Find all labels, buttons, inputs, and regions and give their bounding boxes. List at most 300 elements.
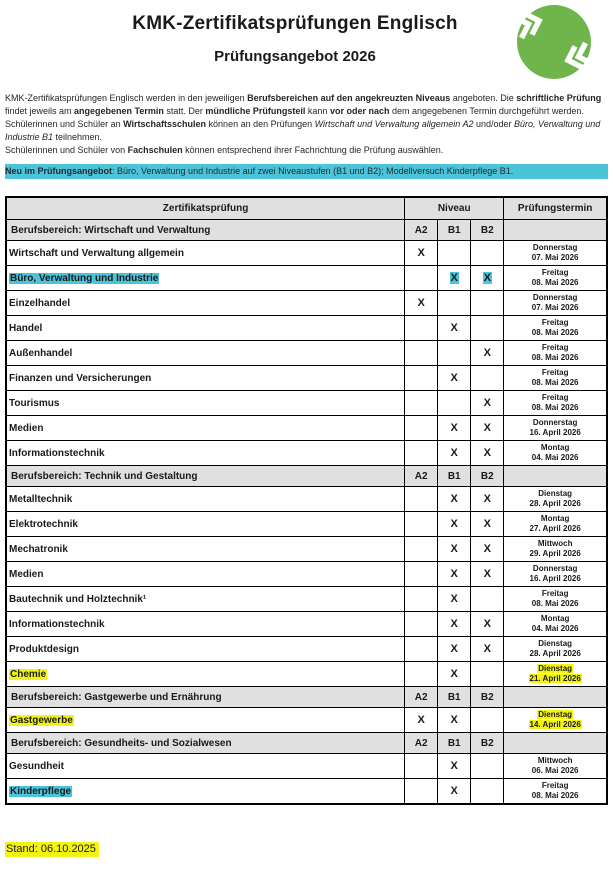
x-mark: X — [450, 714, 458, 726]
exam-date: 08. Mai 2026 — [531, 278, 579, 287]
exam-label-text: Kinderpflege — [10, 785, 72, 797]
stand-date: Stand: 06.10.2025 — [5, 842, 99, 857]
niveau-mark-a2 — [405, 637, 438, 662]
exam-date-line — [506, 524, 604, 534]
exam-label-text: Tourismus — [9, 397, 60, 409]
exam-date: 08. Mai 2026 — [531, 403, 579, 412]
niveau-mark-a2 — [405, 341, 438, 366]
niveau-mark-b1 — [438, 266, 471, 291]
niveau-mark-b2 — [471, 637, 504, 662]
table-row — [6, 487, 607, 512]
niveau-mark-b1 — [438, 779, 471, 805]
niveau-column-label-b1: B1 — [438, 466, 471, 487]
niveau-mark-b2 — [471, 241, 504, 266]
exam-date: 28. April 2026 — [529, 649, 581, 658]
x-mark: X — [417, 297, 425, 309]
exam-day: Donnerstag — [532, 293, 578, 302]
exam-date-cell — [504, 266, 607, 291]
exam-label — [6, 537, 405, 562]
exam-day: Freitag — [541, 393, 569, 402]
text-segment: Neu im Prüfungsangebot — [5, 166, 113, 176]
exam-day: Freitag — [541, 589, 569, 598]
niveau-mark-b2 — [471, 612, 504, 637]
text-segment: vor oder nach — [329, 106, 390, 116]
table-row — [6, 537, 607, 562]
exam-date-cell — [504, 416, 607, 441]
exam-label — [6, 316, 405, 341]
date-cell-empty — [504, 733, 607, 754]
niveau-mark-a2 — [405, 416, 438, 441]
niveau-column-label-b2: B2 — [471, 220, 504, 241]
exam-day-line — [506, 268, 604, 278]
intro-paragraph-3 — [5, 144, 608, 157]
exam-label-text: Produktdesign — [9, 643, 80, 655]
niveau-mark-b2 — [471, 266, 504, 291]
exam-label-text: Medien — [9, 422, 44, 434]
exam-day: Donnerstag — [532, 418, 578, 427]
exam-date-line — [506, 328, 604, 338]
text-segment: : Büro, Verwaltung und Industrie auf zwei Niveaustufen (B1 und B2); Modellversuch Kinderpflege B1. — [112, 166, 514, 176]
exam-date-line — [506, 453, 604, 463]
exam-day-line — [506, 368, 604, 378]
text-segment: angeboten. Die — [450, 93, 517, 103]
niveau-mark-a2 — [405, 779, 438, 805]
footer-stand — [5, 843, 99, 855]
exam-date-cell — [504, 512, 607, 537]
niveau-column-label-a2: A2 — [405, 466, 438, 487]
niveau-column-label-b1: B1 — [438, 687, 471, 708]
exam-day-line — [506, 318, 604, 328]
text-segment: und/oder — [473, 119, 515, 129]
exam-label-text: Einzelhandel — [9, 297, 71, 309]
niveau-mark-b2 — [471, 662, 504, 687]
x-mark: X — [450, 643, 458, 655]
exam-date-cell — [504, 612, 607, 637]
niveau-mark-a2 — [405, 291, 438, 316]
x-mark: X — [483, 643, 491, 655]
table-header-row — [6, 197, 607, 220]
exam-label-text: Gastgewerbe — [10, 714, 73, 726]
exam-label-text: Metalltechnik — [9, 493, 73, 505]
exam-date-line — [506, 353, 604, 363]
exam-date-line — [506, 674, 604, 684]
x-mark: X — [450, 372, 458, 384]
exam-date: 16. April 2026 — [529, 574, 581, 583]
table-row — [6, 587, 607, 612]
exam-date: 08. Mai 2026 — [531, 791, 579, 800]
exam-label-text: Wirtschaft und Verwaltung allgemein — [9, 247, 184, 259]
table-row — [6, 316, 607, 341]
niveau-mark-a2 — [405, 587, 438, 612]
exam-label — [6, 662, 405, 687]
exam-date: 16. April 2026 — [529, 428, 581, 437]
exam-date-cell — [504, 637, 607, 662]
exam-label — [6, 341, 405, 366]
niveau-mark-b2 — [471, 562, 504, 587]
exam-day-line — [506, 243, 604, 253]
exam-date: 21. April 2026 — [529, 674, 581, 683]
exam-label-text: Finanzen und Versicherungen — [9, 372, 152, 384]
niveau-mark-b1 — [438, 241, 471, 266]
exam-day: Freitag — [541, 268, 569, 277]
niveau-mark-b1 — [438, 754, 471, 779]
exam-date-cell — [504, 291, 607, 316]
text-segment: KMK-Zertifikatsprüfungen Englisch werden in den jeweiligen — [5, 93, 248, 103]
x-mark: X — [483, 568, 491, 580]
niveau-column-label-b2: B2 — [471, 733, 504, 754]
exam-day: Freitag — [541, 318, 569, 327]
exam-day: Donnerstag — [532, 243, 578, 252]
x-mark: X — [450, 593, 458, 605]
niveau-mark-a2 — [405, 537, 438, 562]
exam-date-line — [506, 253, 604, 263]
niveau-mark-a2 — [405, 512, 438, 537]
exam-date-cell — [504, 441, 607, 466]
niveau-mark-b1 — [438, 341, 471, 366]
exam-date: 27. April 2026 — [529, 524, 581, 533]
exam-day-line — [506, 343, 604, 353]
exam-day-line — [506, 293, 604, 303]
exam-day: Montag — [540, 614, 570, 623]
x-mark: X — [450, 272, 458, 284]
exam-day-line — [506, 514, 604, 524]
section-label: Berufsbereich: Gesundheits- und Sozialwesen — [6, 733, 405, 754]
exam-date: 08. Mai 2026 — [531, 328, 579, 337]
x-mark: X — [450, 447, 458, 459]
table-row — [6, 662, 607, 687]
exam-date-line — [506, 599, 604, 609]
table-row — [6, 637, 607, 662]
niveau-mark-b1 — [438, 291, 471, 316]
exam-date: 06. Mai 2026 — [531, 766, 579, 775]
exam-date: 08. Mai 2026 — [531, 378, 579, 387]
niveau-mark-b1 — [438, 512, 471, 537]
exam-date-line — [506, 378, 604, 388]
niveau-mark-b2 — [471, 779, 504, 805]
exam-day-line — [506, 639, 604, 649]
exam-date-line — [506, 499, 604, 509]
niveau-mark-a2 — [405, 754, 438, 779]
new-offer-highlight — [5, 164, 608, 179]
exam-day: Dienstag — [538, 639, 573, 648]
document-header — [0, 0, 613, 86]
niveau-mark-b2 — [471, 341, 504, 366]
exam-label — [6, 391, 405, 416]
x-mark: X — [483, 618, 491, 630]
text-segment: Fachschulen — [127, 145, 183, 155]
niveau-column-label-b2: B2 — [471, 466, 504, 487]
page-title: KMK-Zertifikatsprüfungen Englisch — [132, 13, 458, 34]
exam-date-cell — [504, 537, 607, 562]
x-mark: X — [450, 322, 458, 334]
text-segment: Schülerinnen und Schüler von — [5, 145, 128, 155]
niveau-mark-a2 — [405, 316, 438, 341]
exam-day: Mittwoch — [537, 539, 573, 548]
exam-date-line — [506, 549, 604, 559]
exam-day: Freitag — [541, 368, 569, 377]
exam-date-line — [506, 303, 604, 313]
exam-date-cell — [504, 754, 607, 779]
section-row — [6, 733, 607, 754]
exam-date-cell — [504, 587, 607, 612]
intro-paragraph-2 — [5, 118, 608, 144]
exam-date: 08. Mai 2026 — [531, 599, 579, 608]
niveau-mark-a2 — [405, 487, 438, 512]
exam-table-body — [6, 220, 607, 805]
table-row — [6, 341, 607, 366]
niveau-mark-b1 — [438, 416, 471, 441]
text-segment: Büro, Verwaltung und Industrie B1 — [5, 119, 601, 142]
section-label: Berufsbereich: Technik und Gestaltung — [6, 466, 405, 487]
niveau-mark-b2 — [471, 316, 504, 341]
exam-day-line — [506, 710, 604, 720]
niveau-mark-b2 — [471, 512, 504, 537]
section-row — [6, 687, 607, 708]
text-segment: teilnehmen. — [53, 132, 103, 142]
intro-paragraph-1 — [5, 92, 608, 118]
exam-label-text: Büro, Verwaltung und Industrie — [10, 272, 159, 284]
exam-date-line — [506, 278, 604, 288]
table-row — [6, 441, 607, 466]
table-row — [6, 416, 607, 441]
exam-day-line — [506, 614, 604, 624]
exam-label-text: Chemie — [10, 668, 47, 680]
niveau-mark-b2 — [471, 416, 504, 441]
exam-date: 07. Mai 2026 — [531, 303, 579, 312]
x-mark: X — [417, 247, 425, 259]
niveau-mark-a2 — [405, 391, 438, 416]
exam-date: 07. Mai 2026 — [531, 253, 579, 262]
niveau-mark-b2 — [471, 391, 504, 416]
exam-label-text: Informationstechnik — [9, 447, 105, 459]
exam-date-cell — [504, 487, 607, 512]
niveau-mark-b2 — [471, 366, 504, 391]
table-row — [6, 266, 607, 291]
exam-label — [6, 779, 405, 805]
exam-date-line — [506, 720, 604, 730]
niveau-mark-b2 — [471, 537, 504, 562]
niveau-mark-a2 — [405, 241, 438, 266]
niveau-mark-b1 — [438, 662, 471, 687]
page-subtitle: Prüfungsangebot 2026 — [214, 48, 376, 65]
exam-date-cell — [504, 779, 607, 805]
niveau-mark-b1 — [438, 391, 471, 416]
text-segment: können entsprechend ihrer Fachrichtung die Prüfung auswählen. — [182, 145, 444, 155]
exam-day-line — [506, 539, 604, 549]
exam-day: Montag — [540, 514, 570, 523]
exam-date-cell — [504, 366, 607, 391]
exam-date-line — [506, 791, 604, 801]
exam-label — [6, 512, 405, 537]
table-row — [6, 612, 607, 637]
exam-day-line — [506, 564, 604, 574]
text-segment: schriftliche Prüfung — [516, 93, 602, 103]
intro-text — [5, 92, 608, 157]
exam-day: Dienstag — [538, 489, 573, 498]
text-segment: Wirtschaftsschulen — [123, 119, 207, 129]
exam-day: Dienstag — [538, 664, 573, 673]
exam-label — [6, 562, 405, 587]
text-segment: kann — [305, 106, 330, 116]
exam-schedule-table — [5, 196, 608, 805]
niveau-column-label-b1: B1 — [438, 733, 471, 754]
x-mark: X — [450, 518, 458, 530]
exam-date: 28. April 2026 — [529, 499, 581, 508]
niveau-mark-b2 — [471, 708, 504, 733]
niveau-mark-a2 — [405, 562, 438, 587]
exam-label — [6, 441, 405, 466]
niveau-mark-b1 — [438, 487, 471, 512]
text-segment: mündliche Prüfungsteil — [205, 106, 306, 116]
title-block — [0, 0, 590, 65]
exam-date-line — [506, 766, 604, 776]
date-cell-empty — [504, 687, 607, 708]
exam-date-line — [506, 403, 604, 413]
exam-day-line — [506, 756, 604, 766]
niveau-mark-b2 — [471, 487, 504, 512]
niveau-mark-b2 — [471, 754, 504, 779]
exam-date-line — [506, 574, 604, 584]
section-row — [6, 466, 607, 487]
exam-date-cell — [504, 708, 607, 733]
x-mark: X — [450, 493, 458, 505]
exam-label — [6, 241, 405, 266]
table-row — [6, 391, 607, 416]
exam-day-line — [506, 589, 604, 599]
niveau-mark-b1 — [438, 366, 471, 391]
exam-day: Freitag — [541, 781, 569, 790]
exam-label — [6, 637, 405, 662]
text-segment: können an den Prüfungen — [206, 119, 315, 129]
x-mark: X — [483, 493, 491, 505]
exam-day: Donnerstag — [532, 564, 578, 573]
x-mark: X — [483, 447, 491, 459]
niveau-mark-b1 — [438, 441, 471, 466]
exam-label-text: Handel — [9, 322, 43, 334]
exam-label-text: Mechatronik — [9, 543, 68, 555]
section-label: Berufsbereich: Wirtschaft und Verwaltung — [6, 220, 405, 241]
text-segment: findet jeweils am — [5, 106, 75, 116]
exam-date-line — [506, 428, 604, 438]
exam-date: 29. April 2026 — [529, 549, 581, 558]
table-row — [6, 562, 607, 587]
exam-date-cell — [504, 391, 607, 416]
exam-day: Mittwoch — [537, 756, 573, 765]
niveau-mark-b2 — [471, 291, 504, 316]
exam-day: Montag — [540, 443, 570, 452]
niveau-column-label-a2: A2 — [405, 733, 438, 754]
exam-label — [6, 291, 405, 316]
x-mark: X — [483, 397, 491, 409]
table-row — [6, 241, 607, 266]
exam-day: Dienstag — [538, 710, 573, 719]
text-segment: statt. Der — [163, 106, 206, 116]
exam-date-cell — [504, 562, 607, 587]
niveau-mark-b2 — [471, 587, 504, 612]
exam-day-line — [506, 418, 604, 428]
exam-date-line — [506, 649, 604, 659]
kmk-logo — [505, 2, 600, 82]
exam-day-line — [506, 393, 604, 403]
exam-date: 04. Mai 2026 — [531, 453, 579, 462]
table-row — [6, 779, 607, 805]
text-segment: angegebenen Termin — [74, 106, 164, 116]
exam-label — [6, 416, 405, 441]
niveau-mark-a2 — [405, 441, 438, 466]
exam-day: Freitag — [541, 343, 569, 352]
exam-date-cell — [504, 341, 607, 366]
exam-label — [6, 366, 405, 391]
niveau-mark-b2 — [471, 441, 504, 466]
niveau-mark-b1 — [438, 562, 471, 587]
col-header-niveau: Niveau — [405, 197, 504, 220]
niveau-column-label-b2: B2 — [471, 687, 504, 708]
section-label: Berufsbereich: Gastgewerbe und Ernährung — [6, 687, 405, 708]
niveau-mark-a2 — [405, 662, 438, 687]
x-mark: X — [450, 785, 458, 797]
exam-date-line — [506, 624, 604, 634]
table-row — [6, 366, 607, 391]
section-row — [6, 220, 607, 241]
exam-date: 04. Mai 2026 — [531, 624, 579, 633]
niveau-mark-b1 — [438, 612, 471, 637]
x-mark: X — [483, 347, 491, 359]
text-segment: Schülerinnen und Schüler an — [5, 119, 124, 129]
niveau-column-label-b1: B1 — [438, 220, 471, 241]
text-segment: dem angegebenen Termin durchgeführt werden. — [389, 106, 584, 116]
chevrons-circle-icon — [505, 2, 600, 82]
date-cell-empty — [504, 220, 607, 241]
niveau-mark-a2 — [405, 266, 438, 291]
x-mark: X — [483, 272, 491, 284]
x-mark: X — [483, 422, 491, 434]
exam-label — [6, 708, 405, 733]
exam-day-line — [506, 664, 604, 674]
niveau-mark-b1 — [438, 637, 471, 662]
exam-label-text: Elektrotechnik — [9, 518, 78, 530]
table-row — [6, 291, 607, 316]
exam-label — [6, 754, 405, 779]
col-header-zertifikatspruefung: Zertifikatsprüfung — [6, 197, 405, 220]
exam-date-cell — [504, 316, 607, 341]
exam-label-text: Informationstechnik — [9, 618, 105, 630]
date-cell-empty — [504, 466, 607, 487]
x-mark: X — [417, 714, 425, 726]
niveau-mark-a2 — [405, 366, 438, 391]
x-mark: X — [450, 618, 458, 630]
exam-date: 14. April 2026 — [529, 720, 581, 729]
niveau-mark-b1 — [438, 708, 471, 733]
exam-label — [6, 487, 405, 512]
exam-label — [6, 266, 405, 291]
text-segment: Berufsbereichen auf den angekreuzten Niveaus — [247, 93, 451, 103]
x-mark: X — [483, 543, 491, 555]
x-mark: X — [450, 760, 458, 772]
exam-day-line — [506, 781, 604, 791]
table-row — [6, 754, 607, 779]
exam-label-text: Bautechnik und Holztechnik¹ — [9, 593, 147, 605]
table-row — [6, 708, 607, 733]
col-header-pruefungstermin: Prüfungstermin — [504, 197, 607, 220]
x-mark: X — [483, 518, 491, 530]
niveau-mark-b1 — [438, 537, 471, 562]
exam-label-text: Gesundheit — [9, 760, 65, 772]
exam-date-cell — [504, 241, 607, 266]
niveau-mark-b1 — [438, 316, 471, 341]
niveau-column-label-a2: A2 — [405, 687, 438, 708]
x-mark: X — [450, 568, 458, 580]
x-mark: X — [450, 422, 458, 434]
